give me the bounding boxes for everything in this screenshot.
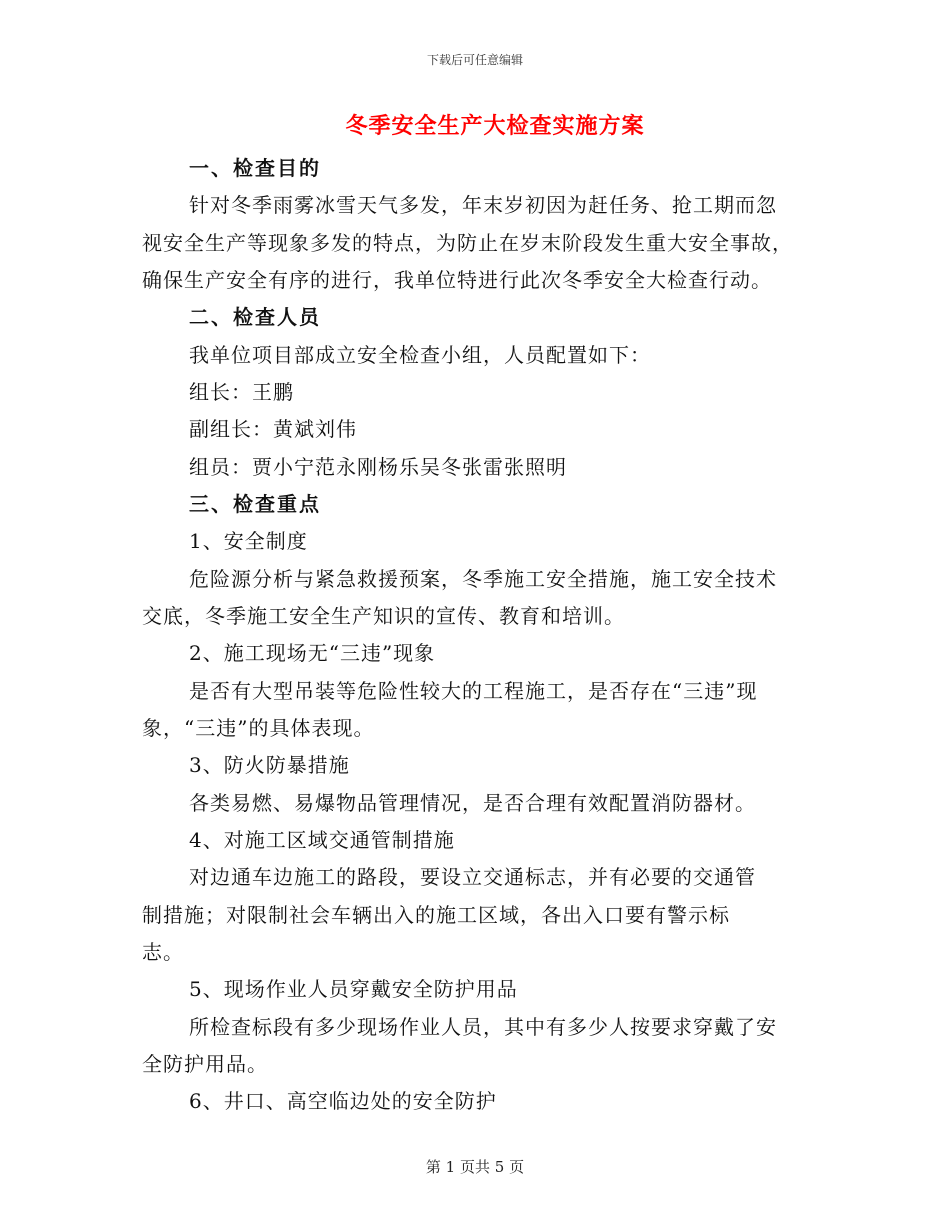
paragraph-line: 确保生产安全有序的进行，我单位特进行此次冬季安全大检查行动。: [142, 268, 772, 292]
paragraph-line: 各类易燃、易爆物品管理情况，是否合理有效配置消防器材。: [189, 791, 756, 815]
paragraph-line: 志。: [142, 940, 184, 964]
subsection-title: 3、防火防暴措施: [189, 753, 350, 777]
team-leader: 组长：王鹏: [189, 380, 294, 404]
subsection-title: 4、对施工区域交通管制措施: [189, 828, 455, 852]
paragraph-line: 制措施；对限制社会车辆出入的施工区域，各出入口要有警示标: [142, 903, 730, 927]
subsection-title: 1、安全制度: [189, 529, 308, 553]
paragraph-line: 视安全生产等现象多发的特点，为防止在岁末阶段发生重大安全事故，: [142, 231, 793, 255]
paragraph-line: 我单位项目部成立安全检查小组，人员配置如下：: [189, 343, 651, 367]
paragraph-line: 所检查标段有多少现场作业人员，其中有多少人按要求穿戴了安: [189, 1015, 777, 1039]
section-heading-purpose: 一、检查目的: [189, 156, 321, 180]
document-title: 冬季安全生产大检查实施方案: [345, 114, 645, 139]
paragraph-line: 危险源分析与紧急救援预案，冬季施工安全措施，施工安全技术: [189, 567, 777, 591]
paragraph-line: 交底，冬季施工安全生产知识的宣传、教育和培训。: [142, 604, 625, 628]
paragraph-line: 针对冬季雨雾冰雪天气多发，年末岁初因为赶任务、抢工期而忽: [189, 193, 777, 217]
deputy-leader: 副组长：黄斌刘伟: [189, 417, 357, 441]
section-heading-focus: 三、检查重点: [189, 492, 321, 516]
paragraph-line: 是否有大型吊装等危险性较大的工程施工，是否存在“三违”现: [189, 679, 758, 703]
paragraph-line: 全防护用品。: [142, 1052, 268, 1076]
subsection-title: 5、现场作业人员穿戴安全防护用品: [189, 977, 518, 1001]
team-members: 组员：贾小宁范永刚杨乐吴冬张雷张照明: [189, 455, 567, 479]
subsection-title: 6、井口、高空临边处的安全防护: [189, 1089, 497, 1113]
paragraph-line: 对边通车边施工的路段，要设立交通标志，并有必要的交通管: [189, 865, 756, 889]
section-heading-personnel: 二、检查人员: [189, 305, 321, 329]
page-number-footer: 第 1 页共 5 页: [425, 1158, 525, 1176]
subsection-title: 2、施工现场无“三违”现象: [189, 641, 436, 665]
paragraph-line: 象，“三违”的具体表现。: [142, 716, 375, 740]
header-note: 下载后可任意编辑: [426, 53, 523, 67]
